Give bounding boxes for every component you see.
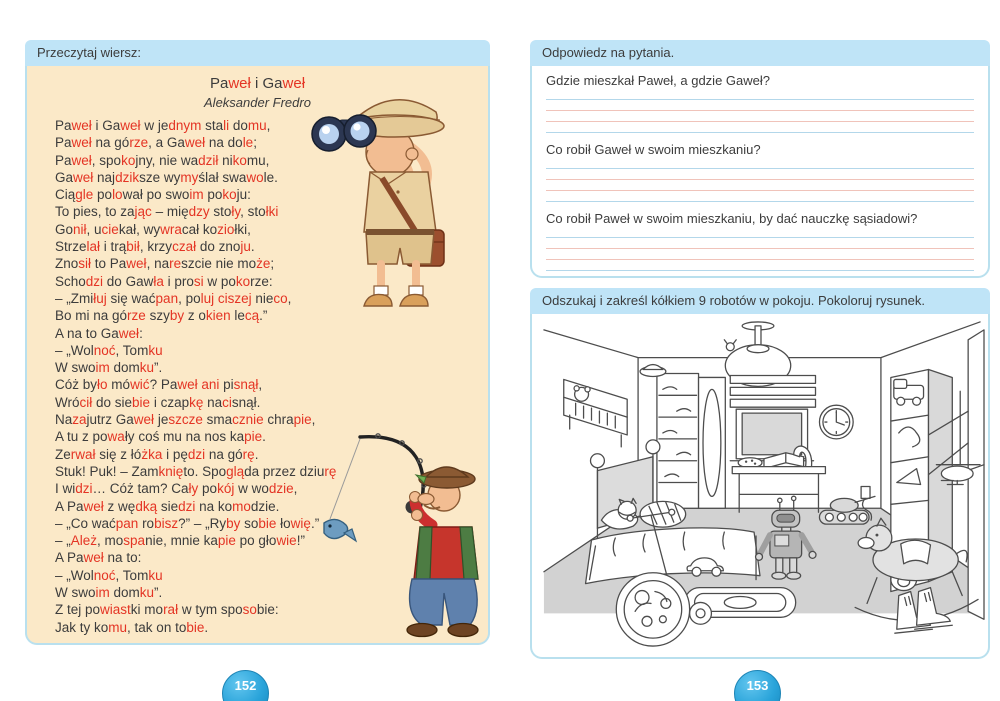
- poem-line: Schodzi do Gawła i prosi w pokorze:: [55, 273, 273, 289]
- answer-line[interactable]: [546, 121, 974, 122]
- questions-panel: [530, 66, 990, 278]
- fisherman-with-fish-illustration: [320, 427, 488, 639]
- page-number-left: 152: [222, 670, 269, 701]
- poem-line: – „Co waćpan robisz?” – „Ryby sobie łowię.”: [55, 515, 320, 531]
- poem-line: W swoim domku”.: [55, 360, 163, 376]
- poem-line: Wrócił do siebie i czapkę nacisnął.: [55, 394, 261, 410]
- poem-line: – „Wolnoć, Tomku: [55, 567, 163, 583]
- answer-line[interactable]: [546, 237, 974, 238]
- fisherman-figure: [407, 467, 478, 637]
- question-text: Co robił Gaweł w swoim mieszkaniu?: [546, 142, 761, 157]
- boy-shorts: [366, 229, 434, 264]
- answer-line[interactable]: [546, 179, 974, 180]
- poem-panel: [25, 66, 490, 645]
- poem-line: A tu z powały coś mu na nos kapie.: [55, 429, 266, 445]
- answer-line[interactable]: [546, 270, 974, 271]
- right-page: [530, 40, 990, 659]
- answer-line[interactable]: [546, 248, 974, 249]
- poem-line: Zerwał się z łóżka i pędzi na górę.: [55, 446, 259, 462]
- left-page: [25, 40, 490, 645]
- poem-line: A Paweł na to:: [55, 550, 142, 566]
- poem-line: Strzelał i trąbił, krzyczał do znoju.: [55, 239, 255, 255]
- wall-clock-icon: [819, 405, 853, 439]
- question-text: Co robił Paweł w swoim mieszkaniu, by dać nauczkę sąsiadowi?: [546, 211, 918, 226]
- wall-shelf-icon: [564, 379, 627, 446]
- fish-icon: [324, 519, 356, 541]
- section-header-label: Przeczytaj wiersz:: [37, 45, 142, 60]
- room-scene-with-hidden-robots[interactable]: [534, 316, 986, 653]
- page-number-right: 153: [734, 670, 781, 701]
- answer-line[interactable]: [546, 168, 974, 169]
- poem-line: Bo mi na górze szyby z okien lecą.”: [55, 308, 268, 324]
- answer-line[interactable]: [546, 132, 974, 133]
- question-text: Gdzie mieszkał Paweł, a gdzie Gaweł?: [546, 73, 770, 88]
- poem-line: Znosił to Paweł, nareszcie nie może;: [55, 256, 275, 272]
- boy-with-binoculars-illustration: [310, 80, 482, 312]
- poem-line: – „Zmiłuj się waćpan, poluj ciszej nieco,: [55, 290, 292, 306]
- poem-line: Paweł, spokojny, nie wadził nikomu,: [55, 152, 270, 168]
- question-block: [546, 211, 974, 271]
- poem-title: Paweł i Gaweł: [209, 75, 306, 92]
- section-header-read-poem: [25, 40, 490, 66]
- poem-line: Paweł na górze, a Gaweł na dole;: [55, 135, 257, 151]
- poem-line: Paweł i Gaweł w jednym stali domu,: [55, 118, 271, 133]
- activity-panel: [530, 314, 990, 659]
- poem-line: A Paweł z wędką siedzi na komodzie.: [55, 498, 280, 514]
- poem-author: Aleksander Fredro: [204, 95, 311, 110]
- answer-line[interactable]: [546, 99, 974, 100]
- poem-line: Z tej powiastki morał w tym sposobie:: [55, 602, 279, 618]
- question-block: [546, 73, 974, 133]
- section-header-questions: [530, 40, 990, 66]
- poem-line: W swoim domku”.: [55, 585, 163, 601]
- boy-legs: [364, 264, 428, 306]
- answer-line[interactable]: [546, 201, 974, 202]
- poem-line: Gonił, uciekał, wywracał koziołki,: [55, 221, 251, 237]
- answer-line[interactable]: [546, 110, 974, 111]
- question-block: [546, 142, 974, 202]
- poem-line: I widzi… Cóż tam? Cały pokój w wodzie,: [55, 481, 298, 497]
- questions-header-label: Odpowiedz na pytania.: [542, 45, 675, 60]
- poem-line: Cóż było mówić? Paweł ani pisnął,: [55, 377, 263, 393]
- binoculars-icon: [312, 115, 376, 151]
- poem-line: A na to Gaweł:: [55, 325, 143, 341]
- poem-line: Jak ty komu, tak on tobie.: [55, 619, 209, 635]
- poem-line: Ciągle polował po swoim pokoju:: [55, 187, 251, 203]
- poem-line: Gaweł najdziksze wymyślał swawole.: [55, 169, 278, 185]
- poem-line: Nazajutrz Gaweł jeszcze smacznie chrapie,: [55, 412, 316, 428]
- poem-line: – „Ależ, mospanie, mnie kapie po głowie!”: [55, 533, 305, 549]
- poem-line: – „Wolnoć, Tomku: [55, 342, 163, 358]
- answer-line[interactable]: [546, 190, 974, 191]
- poem-line: Stuk! Puk! – Zamknięto. Spogląda przez dziurę: [55, 463, 337, 479]
- poem-line: To pies, to zając – między stoły, stołki: [55, 204, 279, 220]
- answer-line[interactable]: [546, 259, 974, 260]
- section-header-activity: [530, 288, 990, 314]
- activity-header-label: Odszukaj i zakreśl kółkiem 9 robotów w pokoju. Pokoloruj rysunek.: [542, 293, 925, 308]
